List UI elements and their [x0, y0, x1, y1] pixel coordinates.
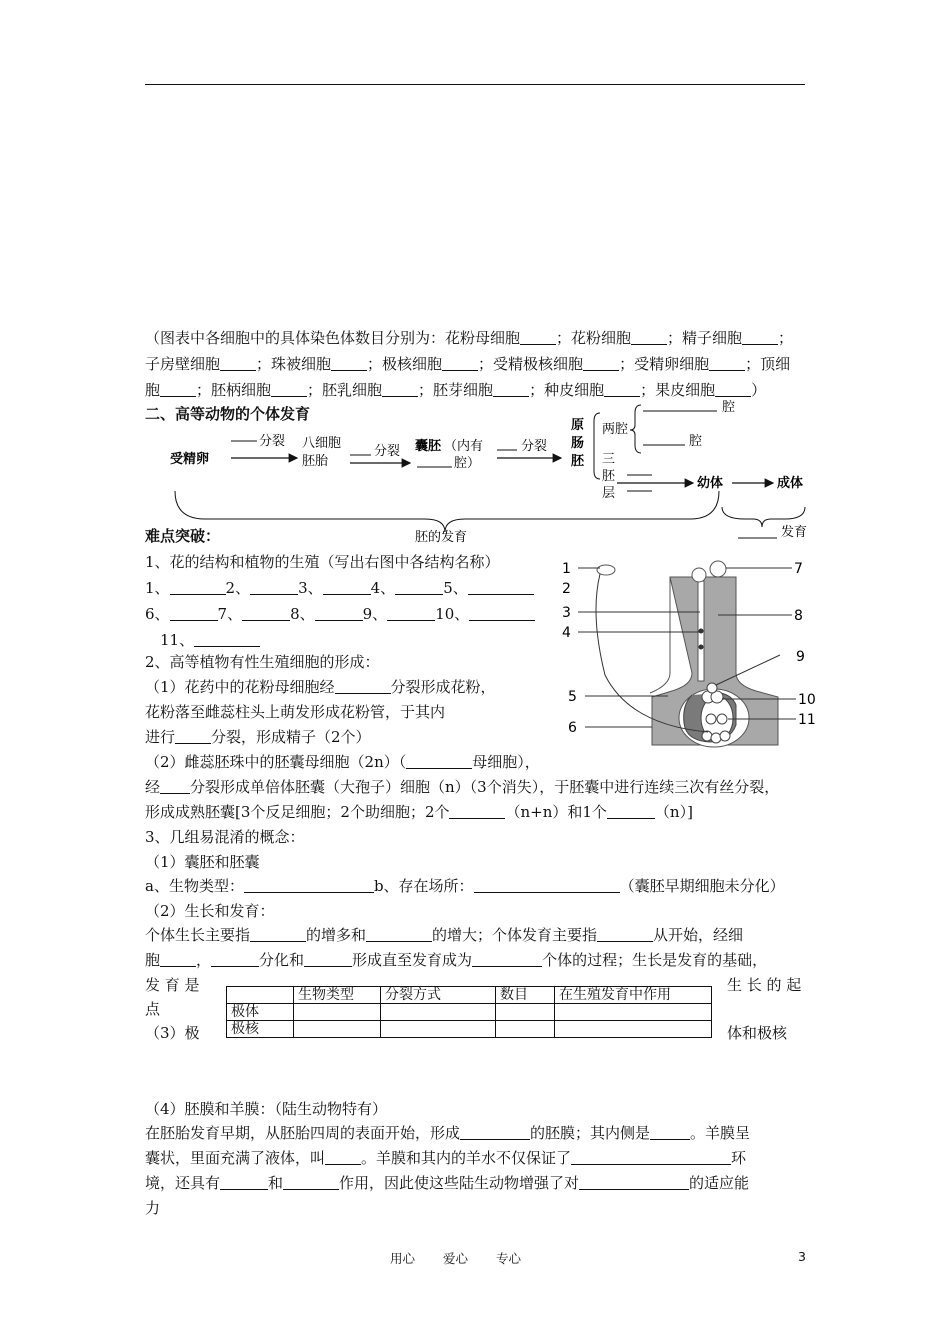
diagram-label-1: 1 — [562, 561, 571, 577]
page-number: 3 — [798, 1249, 806, 1264]
flow-germ-3: 层 — [602, 486, 616, 501]
q2-p1-line-2: 花粉落至雌蕊柱头上萌发形成花粉管，于其内 — [145, 703, 446, 721]
q1-row-3: 11、 — [160, 627, 260, 653]
q4-line-1: 在胚胎发育早期，从胚胎四周的表面开始，形成 的胚膜；其内侧是 。羊膜呈 — [145, 1124, 751, 1142]
q3-s2-line-3-left: 发 育 是 — [145, 976, 200, 994]
table-header: 数目 — [496, 987, 555, 1004]
q3-s2-line-3-right: 生 长 的 起 — [727, 976, 802, 994]
q3-s1-line: a、生物类型： b、存在场所： （囊胚早期细胞未分化） — [145, 877, 785, 895]
flow-division-2: 分裂 — [374, 444, 401, 459]
diagram-label-10: 10 — [798, 692, 816, 708]
flow-gastrula-3: 胚 — [571, 454, 585, 469]
flow-development: 发育 — [781, 525, 808, 540]
flow-division-1: 分裂 — [259, 434, 286, 449]
flow-germ-1: 三 — [602, 452, 616, 467]
diagram-label-11: 11 — [798, 712, 816, 728]
q3-s2-line-1: 个体生长主要指 的增多和 的增大；个体发育主要指 从开始，经细 — [145, 926, 744, 944]
q4-line-3: 境，还具有 和 作用，因此使这些陆生动物增强了对 的适应能 — [145, 1174, 750, 1192]
header-rule — [145, 84, 805, 85]
q2-p1-line-1: （1）花药中的花粉母细胞经 分裂形成花粉， — [145, 678, 496, 696]
flow-embryo-dev: 胚的发育 — [415, 530, 468, 545]
diagram-label-5: 5 — [568, 689, 577, 705]
table-header: 在生殖发育中作用 — [555, 987, 712, 1004]
flow-eight-cell-1: 八细胞 — [302, 436, 342, 451]
flow-adult: 成体 — [777, 476, 804, 491]
q4-title: （4）胚膜和羊膜：（陆生动物特有） — [145, 1100, 388, 1118]
q2-p2-line-2: 经 分裂形成单倍体胚囊（大孢子）细胞（n）（3个消失），于胚囊中进行连续三次有丝分裂， — [145, 778, 780, 796]
footer-motto: 用心 爱心 专心 — [390, 1251, 522, 1266]
q3-s2-line-4: 点 — [145, 1000, 161, 1018]
diagram-label-6: 6 — [568, 720, 577, 736]
flow-blastula-inner: （内有 — [444, 439, 484, 454]
table-header-row — [227, 987, 712, 1004]
flow-germ-2: 胚 — [602, 469, 616, 484]
pistil-diagram — [560, 555, 820, 750]
flow-cavity-b: 腔 — [689, 434, 703, 449]
table-header: 生物类型 — [294, 987, 381, 1004]
table-header: 分裂方式 — [381, 987, 496, 1004]
table-row — [227, 1021, 712, 1038]
section-2-title: 二、高等动物的个体发育 — [145, 405, 311, 423]
q4-line-2: 囊状，里面充满了液体，叫 。羊膜和其内的羊水不仅保证了 环 — [145, 1149, 747, 1167]
diagram-label-2: 2 — [562, 581, 571, 597]
q3-s3-left: （3）极 — [145, 1024, 200, 1042]
diagram-label-3: 3 — [562, 605, 571, 621]
q2-title: 2、高等植物有性生殖细胞的形成： — [145, 653, 380, 671]
q3-s2-title: （2）生长和发育： — [145, 902, 275, 920]
q4-line-4: 力 — [145, 1199, 161, 1217]
q1-row-1: 1、 2、 3、 4、 5、 — [145, 575, 534, 601]
flow-gastrula-1: 原 — [571, 418, 585, 433]
q1-title: 1、花的结构和植物的生殖（写出右图中各结构名称） — [145, 553, 500, 571]
polar-body-table — [226, 986, 712, 1038]
q3-s1-title: （1）囊胚和胚囊 — [145, 853, 260, 871]
q2-p2-line-3: 形成成熟胚囊[3个反足细胞；2个助细胞；2个 （n+n）和1个 （n）] — [145, 803, 693, 821]
flow-juvenile: 幼体 — [697, 476, 724, 491]
q3-s2-line-2: 胞 ， 分化和 形成直至发育成为 个体的过程；生长是发育的基础， — [145, 951, 768, 969]
intro-line-1: （图表中各细胞中的具体染色体数目分别为：花粉母细胞 ；花粉细胞 ；精子细胞 ； — [145, 329, 794, 347]
flow-eight-cell-2: 胚胎 — [302, 454, 329, 469]
q2-p1-line-3: 进行 分裂，形成精子（2个） — [145, 728, 371, 746]
flow-cavity: 腔） — [454, 456, 481, 471]
table-row-label: 极体 — [227, 1004, 294, 1021]
intro-line-3: 胞 ；胚柄细胞 ；胚乳细胞 ；胚芽细胞 ；种皮细胞 ；果皮细胞 ） — [145, 381, 767, 399]
q2-p2-line-1: （2）雌蕊胚珠中的胚囊母细胞（2n）（ 母细胞）， — [145, 753, 540, 771]
flow-division-3: 分裂 — [521, 439, 548, 454]
flow-cavity-a: 腔 — [722, 400, 736, 415]
intro-line-2: 子房壁细胞 ；珠被细胞 ；极核细胞 ；受精极核细胞 ；受精卵细胞 ；顶细 — [145, 355, 791, 373]
flow-blastula: 囊胚 — [415, 439, 442, 454]
flow-two-cavities: 两腔 — [602, 422, 629, 437]
diagram-label-8: 8 — [794, 608, 803, 624]
diagram-label-7: 7 — [794, 561, 803, 577]
table-row — [227, 1004, 712, 1021]
flow-fertilized-egg: 受精卵 — [170, 452, 210, 467]
diagram-label-4: 4 — [562, 625, 571, 641]
diagram-label-9: 9 — [796, 649, 805, 665]
q3-title: 3、几组易混淆的概念： — [145, 828, 305, 846]
table-row-label: 极核 — [227, 1021, 294, 1038]
q1-row-2: 6、 7、 8、 9、 10、 — [145, 601, 535, 627]
animal-development-flow — [145, 395, 825, 545]
q3-s3-right: 体和极核 — [727, 1024, 788, 1042]
difficult-title: 难点突破： — [145, 527, 221, 545]
flow-gastrula-2: 肠 — [571, 436, 585, 451]
